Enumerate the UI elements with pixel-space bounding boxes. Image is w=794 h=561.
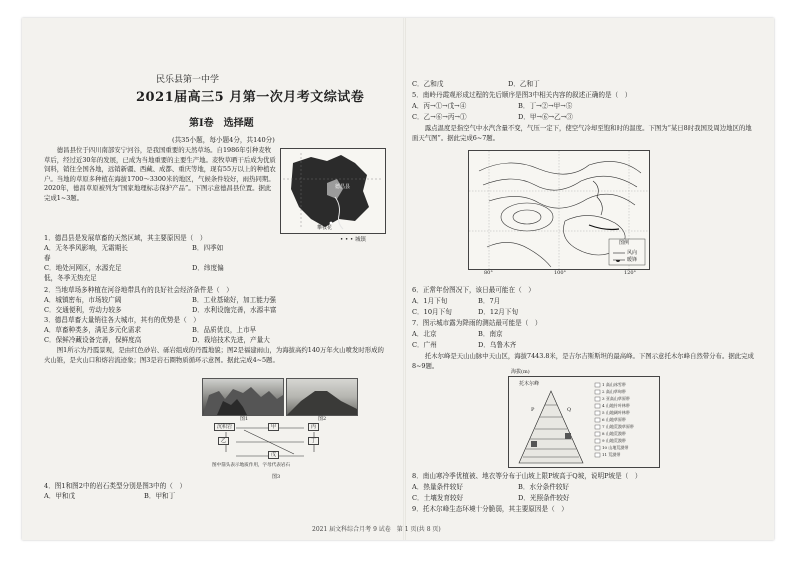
passage-3: 露点温度是指空气中水汽含量不变，气压一定下，使空气冷却至饱和时的温度。下图为“某日8时我国及周边地区的地面天气图”。据此完成6~7题。 <box>412 124 752 142</box>
belt-chart-q-label: Q <box>567 407 572 413</box>
belt-legend-11: 11 荒漠带 <box>602 452 621 457</box>
q6-option-a: A．1月下旬 <box>412 297 448 305</box>
weather-legend-wind: 风向 <box>627 250 638 256</box>
map1-label-dechang: 德昌县 <box>335 184 351 190</box>
q6-option-b: B．7月 <box>478 297 501 305</box>
question-4: 4．图1和图2中的岩石类型分别是图3中的（ ） <box>44 482 187 490</box>
belt-legend-6: 6 山地草原带 <box>602 417 626 422</box>
passage-4: 托木尔峰是天山山脉中天山区，海拔7443.8米，是吉尔吉斯斯坦的最高峰。下图示意托木尔峰自然带分布。据此完成8~9题。 <box>412 352 754 370</box>
weather-map-graphic <box>469 151 649 269</box>
question-1: 1．德昌县是发展草畜的天然区域，其主要原因是（ ） <box>44 234 207 242</box>
dechang-map <box>280 148 386 234</box>
exam-title: 2021届高三5 月第一次月考文综试卷 <box>136 90 365 105</box>
belt-legend-8: 8 山地荒漠带 <box>602 431 626 436</box>
q2-option-c: C．交通便利，劳动力较多 <box>44 306 122 314</box>
q1-option-d-cont: 低，冬季无热充足 <box>44 274 97 282</box>
question-8: 8．南山寒冷季优植被、地衣等分布于山坡上限P坡高于Q坡，说明P坡是（ ） <box>412 472 642 480</box>
weather-map-lon-100: 100° <box>554 270 567 276</box>
map1-label-panzhihua: 攀枝花 <box>317 225 333 231</box>
belt-legend-1: 1 高山冰雪带 <box>602 382 626 387</box>
q4-option-b: B．甲和丁 <box>144 492 176 500</box>
q1-option-b: B．四季如 <box>192 244 224 252</box>
q2-option-b: B．工业基础好，加工能力强 <box>192 296 276 304</box>
q4-option-d: D．乙和丁 <box>508 80 540 88</box>
passage-2: 图1所示为丹霞景观，是由红色砂岩、砾岩组成的丹霞地貌；图2是福建雨山，为海拔高约140万年火山喷发时形成的火山锥，是火山口和熔岩流迹象；图3是岩石圈物质循环示意图。据此完成4~5题。 <box>44 346 384 364</box>
question-6: 6．正常年份图况下，该日最可能在（ ） <box>412 286 535 294</box>
weather-map-lon-120: 120° <box>624 270 637 276</box>
question-3: 3．德昌草畜大量销往各大城市，其有的优势是（ ） <box>44 316 200 324</box>
volcano-photo-shapes <box>287 379 357 415</box>
figure-3-caption: 图3 <box>272 474 281 480</box>
exam-sheet <box>22 18 774 540</box>
right-column <box>408 18 760 540</box>
natural-belt-chart <box>508 369 660 468</box>
belt-legend-10: 10 山地荒漠带 <box>602 445 629 450</box>
belt-chart-axis-label: 海拔(m) <box>511 369 530 375</box>
q7-option-a: A．北京 <box>412 330 437 338</box>
weather-legend-warm-front: 暖锋 <box>627 257 638 263</box>
figure-2-caption: 图2 <box>318 416 327 422</box>
question-2: 2．当地草场多种植在河谷地带具有的良好社会经济条件是（ ） <box>44 286 233 294</box>
instructions: (共35小题，每小题4分，共140分) <box>172 136 275 144</box>
q2-option-d: D．水利设施完善，水源丰富 <box>192 306 277 314</box>
q5-option-c: C．乙→⑥→丙→① <box>412 113 467 121</box>
q2-option-a: A．城镇密布，市场较广阔 <box>44 296 122 304</box>
rock-cycle-diagram <box>214 422 334 474</box>
rock-box-bing: 丙 <box>308 423 319 431</box>
danxia-photo <box>202 378 284 416</box>
rock-box-sedimentary: 沉积岩 <box>214 423 235 431</box>
q4-option-c: C．乙和戊 <box>412 80 444 88</box>
q7-option-b: B．南京 <box>478 330 503 338</box>
rock-diagram-note: 图中箭头表示地质作用，字母代表岩石 <box>212 463 291 468</box>
left-column <box>44 18 392 540</box>
belt-legend-2: 2 高山草甸带 <box>602 389 626 394</box>
page-footer: 2021 届文科综合月考 9 试卷 第 1 页(共 8 页) <box>312 526 441 533</box>
q3-option-c: C．保鲜冷藏设备完善，保鲜度高 <box>44 336 142 344</box>
q5-option-a: A．丙→①→戊→④ <box>412 102 467 110</box>
map1-legend: • • • 城镇 <box>340 237 366 243</box>
q6-option-d: D．12月下旬 <box>478 308 519 316</box>
q3-option-d: D．栽培技术先进，产量大 <box>192 336 270 344</box>
volcano-photo <box>286 378 358 416</box>
dechang-map-graphic <box>281 149 385 233</box>
weather-map-lon-80: 80° <box>484 270 493 276</box>
figure-1-caption: 图1 <box>240 416 249 422</box>
q1-option-d: D．纬度偏 <box>192 264 224 272</box>
belt-legend-9: 9 山地荒漠带 <box>602 438 626 443</box>
q4-option-a: A．甲和戊 <box>44 492 76 500</box>
rock-box-ding: 丁 <box>308 437 319 445</box>
q1-option-c: C．地处河网区，水源充足 <box>44 264 122 272</box>
q8-option-b: B．水分条件较好 <box>518 483 570 491</box>
q1-option-b-cont: 春 <box>44 254 51 262</box>
question-5: 5．南岭丹霞观形成过程的先后顺序是图3中相关内容的叙述正确的是（ ） <box>412 91 632 99</box>
q6-option-c: C．10月下旬 <box>412 308 452 316</box>
q1-option-a: A．无冬季风影响，无霜期长 <box>44 244 128 252</box>
q3-option-b: B．品质优良，上市早 <box>192 326 257 334</box>
passage-1: 德昌县位于四川南部安宁河谷，是我国重要的天然草场。自1986年引种麦牧草后，经过近30年的发展，已成为当地重要的主要生产地。麦牧草晒干后成为优质饲料，销往全国各地，远销新疆、西藏、成都、重庆等地，现有55万以上的种植农户。当地的草原多种植在海拔1700～3300米的地区，气候条件较好，雨热同期。2020年，德昌草原被列为“国家地理标志保护产品”。下图示意德昌县位置。据此完成1~3题。 <box>44 146 276 202</box>
school-name: 民乐县第一中学 <box>156 75 220 85</box>
q5-option-b: B．丁→②→甲→⑤ <box>518 102 573 110</box>
q8-option-d: D．光照条件较好 <box>518 494 570 502</box>
weather-legend-title: 图例 <box>619 240 630 246</box>
belt-legend-7: 7 山地荒漠草原带 <box>602 424 634 429</box>
q8-option-c: C．土壤发育较好 <box>412 494 464 502</box>
belt-legend-5: 5 山地阔叶林带 <box>602 410 630 415</box>
rock-box-jia: 甲 <box>268 423 279 431</box>
q7-option-d: D．乌鲁木齐 <box>478 341 517 349</box>
q5-option-d: D．甲→⑥→乙→③ <box>518 113 573 121</box>
section-heading: 第Ⅰ卷 选择题 <box>189 118 254 129</box>
weather-map <box>468 150 650 270</box>
belt-legend-3: 3 亚高山草原带 <box>602 396 630 401</box>
danxia-photo-shapes <box>203 379 283 415</box>
page-fold <box>403 18 406 540</box>
rock-box-wu: 戊 <box>268 451 279 459</box>
question-9: 9．托木尔峰生态环境十分脆弱，其主要原因是（ ） <box>412 505 568 513</box>
belt-legend-4: 4 山地针叶林带 <box>602 403 630 408</box>
belt-chart-p-label: P <box>531 407 535 413</box>
rock-box-yi: 乙 <box>218 437 229 445</box>
q3-option-a: A．草畜种类多，满足多元化需求 <box>44 326 142 334</box>
q8-option-a: A．热量条件较好 <box>412 483 463 491</box>
question-7: 7．图示城市露为降雨的测站最可能是（ ） <box>412 319 542 327</box>
natural-belt-graphic <box>509 377 659 467</box>
belt-chart-peak-label: 托木尔峰 <box>519 381 540 387</box>
q7-option-c: C．广州 <box>412 341 437 349</box>
